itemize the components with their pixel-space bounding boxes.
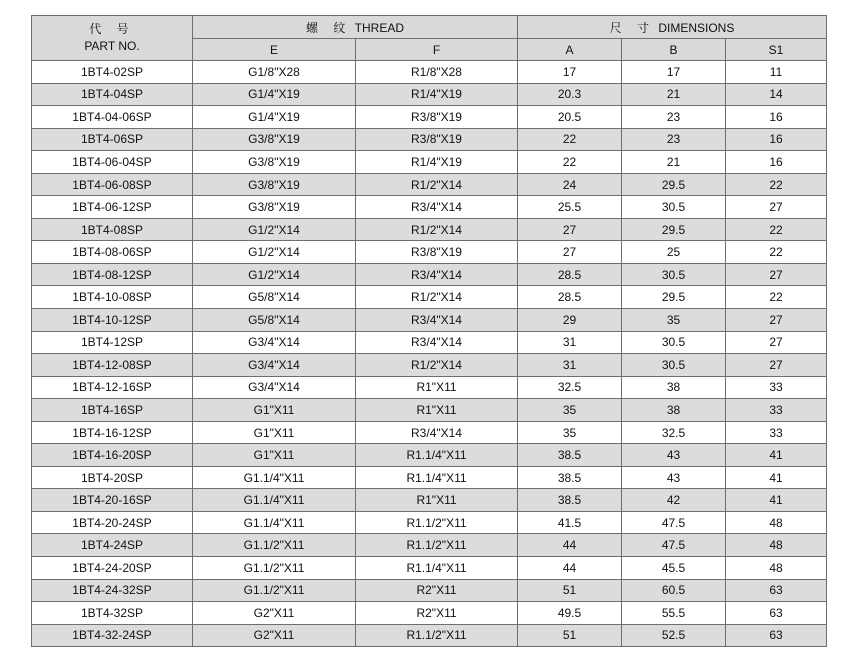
part-no-cell: 1BT4-16-20SP bbox=[32, 444, 193, 467]
table-row bbox=[32, 534, 827, 557]
dimension-a-cell: 35 bbox=[518, 421, 622, 444]
thread-f-cell: R3/4"X14 bbox=[356, 309, 518, 332]
thread-e-cell: G2"X11 bbox=[193, 602, 356, 625]
thread-f-cell: R1.1/2"X11 bbox=[356, 534, 518, 557]
dimension-b-cell: 21 bbox=[622, 151, 726, 174]
part-no-cell: 1BT4-08-12SP bbox=[32, 263, 193, 286]
thread-f-cell: R1"X11 bbox=[356, 489, 518, 512]
thread-f-cell: R1/2"X14 bbox=[356, 286, 518, 309]
part-no-cell: 1BT4-32-24SP bbox=[32, 624, 193, 647]
dimension-a-cell: 38.5 bbox=[518, 489, 622, 512]
dimension-a-cell: 24 bbox=[518, 173, 622, 196]
dimensions-header-en: DIMENSIONS bbox=[658, 20, 735, 35]
table-row bbox=[32, 241, 827, 264]
dimension-s1-cell: 16 bbox=[726, 106, 827, 129]
thread-f-cell: R1/4"X19 bbox=[356, 151, 518, 174]
dimension-b-cell: 17 bbox=[622, 61, 726, 84]
dimension-b-cell: 29.5 bbox=[622, 173, 726, 196]
dimension-b-cell: 30.5 bbox=[622, 331, 726, 354]
dimension-a-cell: 51 bbox=[518, 624, 622, 647]
thread-e-cell: G1.1/2"X11 bbox=[193, 534, 356, 557]
dimension-s1-cell: 41 bbox=[726, 444, 827, 467]
dimension-a-cell: 31 bbox=[518, 354, 622, 377]
dimension-b-cell: 30.5 bbox=[622, 196, 726, 219]
part-no-cell: 1BT4-16SP bbox=[32, 399, 193, 422]
thread-e-cell: G1.1/2"X11 bbox=[193, 557, 356, 580]
table-row bbox=[32, 489, 827, 512]
table-row bbox=[32, 399, 827, 422]
dimension-a-cell: 27 bbox=[518, 218, 622, 241]
dimension-b-cell: 25 bbox=[622, 241, 726, 264]
part-no-cell: 1BT4-10-12SP bbox=[32, 309, 193, 332]
dimension-b-cell: 29.5 bbox=[622, 218, 726, 241]
dimension-a-cell: 28.5 bbox=[518, 263, 622, 286]
dimension-s1-cell: 27 bbox=[726, 196, 827, 219]
thread-f-cell: R2"X11 bbox=[356, 602, 518, 625]
thread-e-cell: G1"X11 bbox=[193, 421, 356, 444]
dimension-b-cell: 43 bbox=[622, 444, 726, 467]
part-no-header bbox=[32, 16, 193, 61]
part-no-cell: 1BT4-24-32SP bbox=[32, 579, 193, 602]
dimension-b-cell: 38 bbox=[622, 399, 726, 422]
dimensions-header-cn: 尺 寸 bbox=[609, 20, 655, 35]
thread-header bbox=[193, 16, 518, 39]
table-row bbox=[32, 602, 827, 625]
part-no-cell: 1BT4-20-16SP bbox=[32, 489, 193, 512]
part-no-header-en: PART NO. bbox=[84, 39, 140, 53]
dimension-a-cell: 32.5 bbox=[518, 376, 622, 399]
part-no-cell: 1BT4-20-24SP bbox=[32, 511, 193, 534]
table-row bbox=[32, 286, 827, 309]
column-header-b: B bbox=[622, 39, 726, 61]
part-no-cell: 1BT4-06-04SP bbox=[32, 151, 193, 174]
thread-e-cell: G3/4"X14 bbox=[193, 376, 356, 399]
dimension-b-cell: 38 bbox=[622, 376, 726, 399]
dimension-s1-cell: 16 bbox=[726, 151, 827, 174]
dimension-b-cell: 21 bbox=[622, 83, 726, 106]
dimension-s1-cell: 48 bbox=[726, 511, 827, 534]
dimension-a-cell: 31 bbox=[518, 331, 622, 354]
dimension-a-cell: 35 bbox=[518, 399, 622, 422]
table-row bbox=[32, 466, 827, 489]
dimension-s1-cell: 16 bbox=[726, 128, 827, 151]
thread-e-cell: G1/2"X14 bbox=[193, 263, 356, 286]
part-no-cell: 1BT4-10-08SP bbox=[32, 286, 193, 309]
dimension-a-cell: 28.5 bbox=[518, 286, 622, 309]
thread-f-cell: R1/2"X14 bbox=[356, 218, 518, 241]
dimension-s1-cell: 63 bbox=[726, 624, 827, 647]
part-no-cell: 1BT4-06SP bbox=[32, 128, 193, 151]
table-row bbox=[32, 128, 827, 151]
thread-e-cell: G3/8"X19 bbox=[193, 196, 356, 219]
thread-e-cell: G1.1/2"X11 bbox=[193, 579, 356, 602]
thread-e-cell: G2"X11 bbox=[193, 624, 356, 647]
thread-e-cell: G3/8"X19 bbox=[193, 173, 356, 196]
dimension-b-cell: 23 bbox=[622, 128, 726, 151]
part-no-cell: 1BT4-08-06SP bbox=[32, 241, 193, 264]
dimension-a-cell: 27 bbox=[518, 241, 622, 264]
dimension-s1-cell: 33 bbox=[726, 399, 827, 422]
thread-e-cell: G3/8"X19 bbox=[193, 151, 356, 174]
thread-e-cell: G5/8"X14 bbox=[193, 309, 356, 332]
dimension-s1-cell: 27 bbox=[726, 354, 827, 377]
thread-f-cell: R3/4"X14 bbox=[356, 196, 518, 219]
part-no-header-cn: 代 号 bbox=[89, 22, 135, 36]
thread-e-cell: G3/4"X14 bbox=[193, 331, 356, 354]
dimension-b-cell: 43 bbox=[622, 466, 726, 489]
table-row bbox=[32, 557, 827, 580]
thread-e-cell: G1/4"X19 bbox=[193, 106, 356, 129]
part-no-cell: 1BT4-06-08SP bbox=[32, 173, 193, 196]
dimension-s1-cell: 11 bbox=[726, 61, 827, 84]
table-row bbox=[32, 331, 827, 354]
dimension-s1-cell: 33 bbox=[726, 421, 827, 444]
column-header-s1: S1 bbox=[726, 39, 827, 61]
thread-f-cell: R2"X11 bbox=[356, 579, 518, 602]
dimensions-header bbox=[518, 16, 827, 39]
dimension-b-cell: 55.5 bbox=[622, 602, 726, 625]
thread-e-cell: G1"X11 bbox=[193, 444, 356, 467]
dimension-b-cell: 52.5 bbox=[622, 624, 726, 647]
table-row bbox=[32, 309, 827, 332]
column-header-a: A bbox=[518, 39, 622, 61]
thread-e-cell: G1/8"X28 bbox=[193, 61, 356, 84]
thread-f-cell: R1.1/2"X11 bbox=[356, 511, 518, 534]
part-no-cell: 1BT4-06-12SP bbox=[32, 196, 193, 219]
dimension-s1-cell: 48 bbox=[726, 534, 827, 557]
dimension-b-cell: 45.5 bbox=[622, 557, 726, 580]
part-no-cell: 1BT4-04-06SP bbox=[32, 106, 193, 129]
part-no-cell: 1BT4-24SP bbox=[32, 534, 193, 557]
thread-f-cell: R1/4"X19 bbox=[356, 83, 518, 106]
dimension-b-cell: 29.5 bbox=[622, 286, 726, 309]
thread-e-cell: G3/4"X14 bbox=[193, 354, 356, 377]
dimension-s1-cell: 22 bbox=[726, 218, 827, 241]
dimension-b-cell: 32.5 bbox=[622, 421, 726, 444]
dimension-s1-cell: 22 bbox=[726, 241, 827, 264]
dimension-a-cell: 44 bbox=[518, 557, 622, 580]
part-no-cell: 1BT4-02SP bbox=[32, 61, 193, 84]
part-no-cell: 1BT4-16-12SP bbox=[32, 421, 193, 444]
dimension-b-cell: 30.5 bbox=[622, 263, 726, 286]
thread-f-cell: R1"X11 bbox=[356, 376, 518, 399]
dimension-s1-cell: 63 bbox=[726, 579, 827, 602]
header-row-top bbox=[32, 16, 827, 39]
thread-f-cell: R3/4"X14 bbox=[356, 421, 518, 444]
dimension-a-cell: 44 bbox=[518, 534, 622, 557]
dimension-a-cell: 51 bbox=[518, 579, 622, 602]
thread-e-cell: G1/2"X14 bbox=[193, 218, 356, 241]
table-row bbox=[32, 83, 827, 106]
part-no-cell: 1BT4-12-16SP bbox=[32, 376, 193, 399]
thread-f-cell: R1.1/4"X11 bbox=[356, 466, 518, 489]
thread-e-cell: G1.1/4"X11 bbox=[193, 489, 356, 512]
thread-f-cell: R1"X11 bbox=[356, 399, 518, 422]
dimension-b-cell: 47.5 bbox=[622, 511, 726, 534]
table-row bbox=[32, 354, 827, 377]
part-no-cell: 1BT4-20SP bbox=[32, 466, 193, 489]
thread-f-cell: R1/2"X14 bbox=[356, 354, 518, 377]
thread-f-cell: R3/4"X14 bbox=[356, 331, 518, 354]
table-row bbox=[32, 173, 827, 196]
dimension-s1-cell: 14 bbox=[726, 83, 827, 106]
dimension-b-cell: 35 bbox=[622, 309, 726, 332]
table-row bbox=[32, 421, 827, 444]
dimension-s1-cell: 27 bbox=[726, 263, 827, 286]
dimension-b-cell: 30.5 bbox=[622, 354, 726, 377]
dimension-a-cell: 20.3 bbox=[518, 83, 622, 106]
dimension-a-cell: 38.5 bbox=[518, 444, 622, 467]
table-row bbox=[32, 511, 827, 534]
thread-header-cn: 螺 纹 bbox=[305, 20, 352, 35]
dimension-a-cell: 25.5 bbox=[518, 196, 622, 219]
dimension-s1-cell: 48 bbox=[726, 557, 827, 580]
thread-f-cell: R1/8"X28 bbox=[356, 61, 518, 84]
dimension-a-cell: 22 bbox=[518, 128, 622, 151]
dimension-a-cell: 41.5 bbox=[518, 511, 622, 534]
table-row bbox=[32, 579, 827, 602]
dimension-s1-cell: 22 bbox=[726, 173, 827, 196]
thread-e-cell: G3/8"X19 bbox=[193, 128, 356, 151]
dimension-b-cell: 47.5 bbox=[622, 534, 726, 557]
thread-e-cell: G1/2"X14 bbox=[193, 241, 356, 264]
dimension-s1-cell: 63 bbox=[726, 602, 827, 625]
thread-e-cell: G1.1/4"X11 bbox=[193, 511, 356, 534]
dimension-b-cell: 60.5 bbox=[622, 579, 726, 602]
thread-e-cell: G5/8"X14 bbox=[193, 286, 356, 309]
dimension-s1-cell: 33 bbox=[726, 376, 827, 399]
thread-header-en: THREAD bbox=[354, 20, 405, 35]
dimension-a-cell: 49.5 bbox=[518, 602, 622, 625]
table-row bbox=[32, 61, 827, 84]
thread-f-cell: R3/4"X14 bbox=[356, 263, 518, 286]
thread-f-cell: R3/8"X19 bbox=[356, 128, 518, 151]
part-no-cell: 1BT4-12-08SP bbox=[32, 354, 193, 377]
table-row bbox=[32, 196, 827, 219]
table-row bbox=[32, 106, 827, 129]
spec-table-container bbox=[31, 15, 826, 647]
thread-f-cell: R1.1/4"X11 bbox=[356, 444, 518, 467]
thread-f-cell: R1.1/4"X11 bbox=[356, 557, 518, 580]
thread-e-cell: G1/4"X19 bbox=[193, 83, 356, 106]
dimension-a-cell: 20.5 bbox=[518, 106, 622, 129]
table-body bbox=[32, 61, 827, 647]
part-no-cell: 1BT4-24-20SP bbox=[32, 557, 193, 580]
table-row bbox=[32, 624, 827, 647]
thread-f-cell: R3/8"X19 bbox=[356, 241, 518, 264]
table-row bbox=[32, 444, 827, 467]
part-no-cell: 1BT4-08SP bbox=[32, 218, 193, 241]
thread-e-cell: G1"X11 bbox=[193, 399, 356, 422]
dimension-a-cell: 29 bbox=[518, 309, 622, 332]
dimension-s1-cell: 27 bbox=[726, 309, 827, 332]
thread-f-cell: R1.1/2"X11 bbox=[356, 624, 518, 647]
dimension-b-cell: 42 bbox=[622, 489, 726, 512]
dimension-s1-cell: 22 bbox=[726, 286, 827, 309]
thread-f-cell: R3/8"X19 bbox=[356, 106, 518, 129]
spec-table bbox=[31, 15, 827, 647]
dimension-a-cell: 22 bbox=[518, 151, 622, 174]
dimension-b-cell: 23 bbox=[622, 106, 726, 129]
dimension-a-cell: 17 bbox=[518, 61, 622, 84]
table-row bbox=[32, 263, 827, 286]
part-no-cell: 1BT4-32SP bbox=[32, 602, 193, 625]
thread-f-cell: R1/2"X14 bbox=[356, 173, 518, 196]
column-header-f: F bbox=[356, 39, 518, 61]
dimension-s1-cell: 41 bbox=[726, 466, 827, 489]
dimension-s1-cell: 41 bbox=[726, 489, 827, 512]
dimension-s1-cell: 27 bbox=[726, 331, 827, 354]
table-row bbox=[32, 376, 827, 399]
table-row bbox=[32, 151, 827, 174]
dimension-a-cell: 38.5 bbox=[518, 466, 622, 489]
table-row bbox=[32, 218, 827, 241]
part-no-cell: 1BT4-12SP bbox=[32, 331, 193, 354]
column-header-e: E bbox=[193, 39, 356, 61]
part-no-cell: 1BT4-04SP bbox=[32, 83, 193, 106]
thread-e-cell: G1.1/4"X11 bbox=[193, 466, 356, 489]
